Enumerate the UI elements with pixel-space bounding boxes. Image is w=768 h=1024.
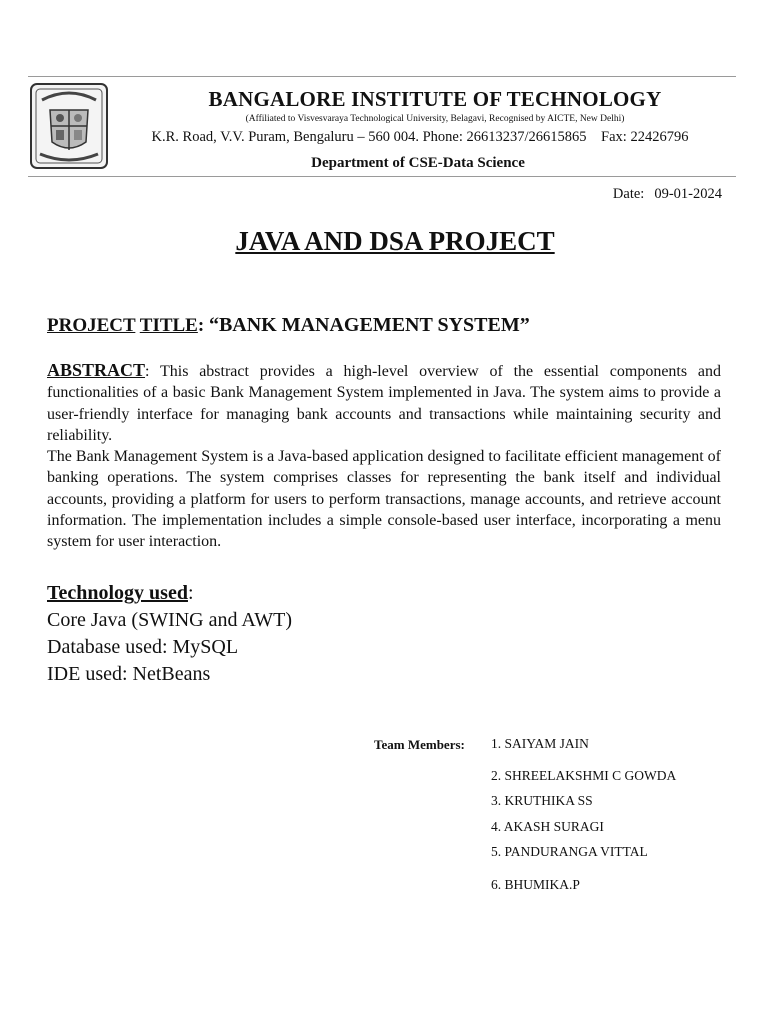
abstract-text-1: This abstract provides a high-level overview of the essential components and functionalities of a basic Bank Management System implemented in Java. The system aims to provide a user-friendly interface for managing bank accounts and transactions while maintaining security and reliability. xyxy=(47,363,721,444)
technology-section xyxy=(47,580,292,688)
team-member: 4. AKASH SURAGI xyxy=(491,819,604,834)
project-label-word1: PROJECT xyxy=(47,315,136,336)
team-member: 1. SAIYAM JAIN xyxy=(491,736,589,751)
address-fax: Fax: 22426796 xyxy=(601,129,689,145)
institution-name: BANGALORE INSTITUTE OF TECHNOLOGY xyxy=(208,87,662,111)
project-name: “BANK MANAGEMENT SYSTEM” xyxy=(208,314,530,336)
address-phone: K.R. Road, V.V. Puram, Bengaluru – 560 004. Phone: 26613237/26615865 xyxy=(151,129,587,145)
abstract-section xyxy=(47,360,721,553)
institution-address xyxy=(110,129,730,146)
date-value: 09-01-2024 xyxy=(654,186,722,202)
abstract-paragraph-1 xyxy=(47,360,721,446)
abstract-separator: : xyxy=(145,363,150,380)
team-member: 6. BHUMIKA.P xyxy=(491,877,580,892)
technology-colon: : xyxy=(187,582,194,604)
project-label-word2: TITLE xyxy=(139,315,198,336)
college-emblem-icon xyxy=(28,80,110,172)
technology-item: Database used: MySQL xyxy=(47,636,239,658)
team-member: 3. KRUTHIKA SS xyxy=(491,793,593,808)
team-member: 2. SHREELAKSHMI C GOWDA xyxy=(491,768,677,783)
project-separator: : xyxy=(197,315,209,336)
department-name: Department of CSE-Data Science xyxy=(311,155,525,171)
header-bottom-rule xyxy=(28,176,736,177)
technology-heading: Technology used xyxy=(47,582,188,604)
date-label: Date: xyxy=(612,186,645,202)
technology-heading-line xyxy=(47,580,292,607)
team-members-label: Team Members: xyxy=(374,737,465,752)
page-title: JAVA AND DSA PROJECT xyxy=(235,226,555,256)
abstract-paragraph-2: The Bank Management System is a Java-based application designed to facilitate efficient management of banking operations. The system comprises classes for representing the bank itself and individual accounts, providing a platform for users to perform transactions, manage accounts, and retrieve account information. The implementation includes a simple console-based user interface, incorporating a menu system for user interaction. xyxy=(47,448,721,551)
date-line xyxy=(613,186,722,203)
team-member: 5. PANDURANGA VITTAL xyxy=(491,844,648,859)
technology-item: IDE used: NetBeans xyxy=(47,663,211,685)
technology-item: Core Java (SWING and AWT) xyxy=(47,609,292,631)
abstract-label: ABSTRACT xyxy=(47,360,146,380)
header-top-rule xyxy=(28,76,736,77)
institution-affiliation: (Affiliated to Visvesvaraya Technological University, Belagavi, Recognised by AICTE, New Delhi) xyxy=(245,114,625,124)
project-title-line xyxy=(47,314,530,337)
